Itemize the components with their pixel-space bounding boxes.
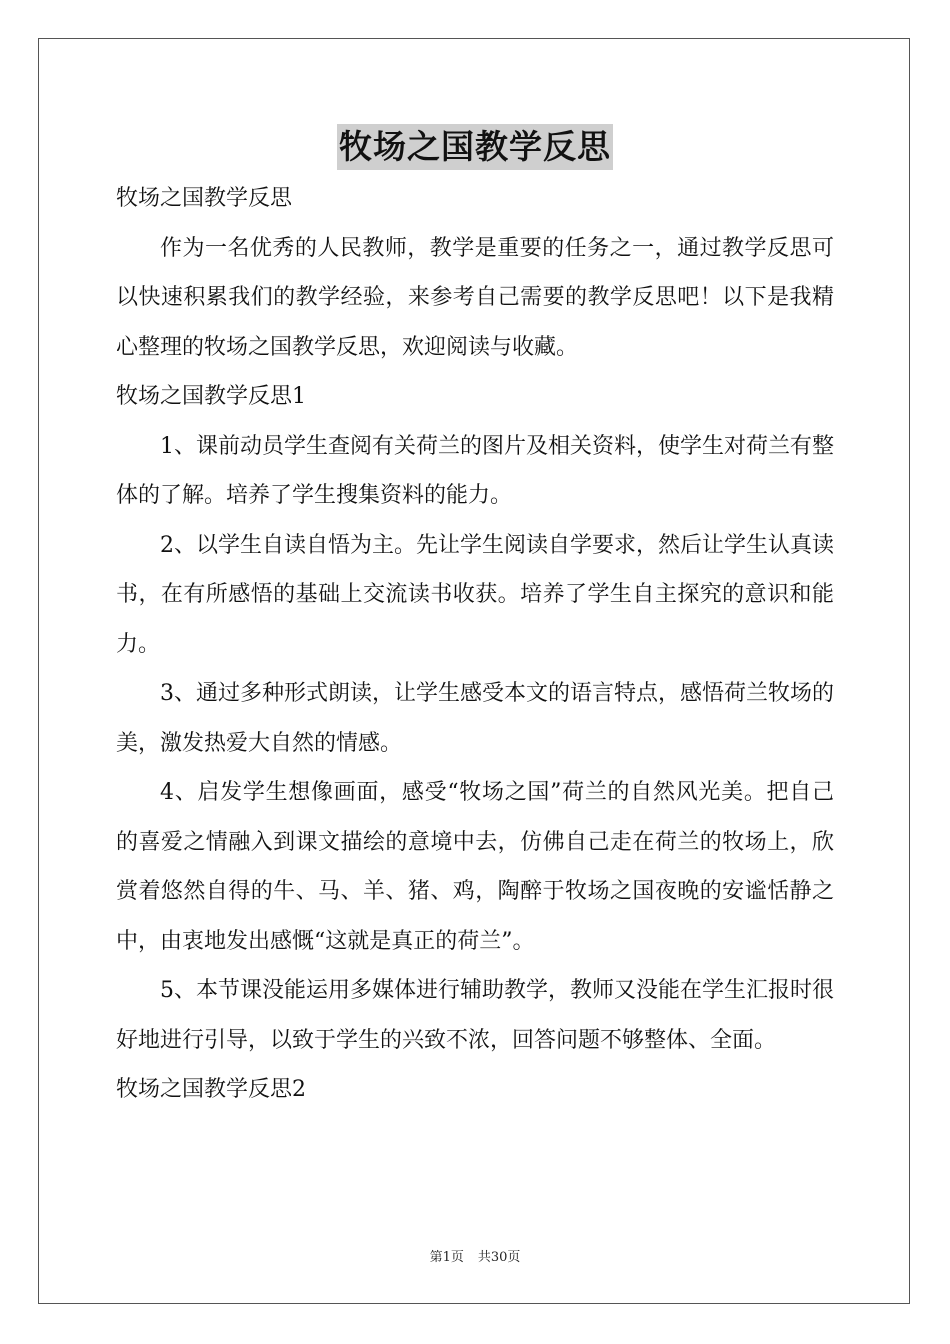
- paragraph: 1、课前动员学生查阅有关荷兰的图片及相关资料，使学生对荷兰有整体的了解。培养了学生搜集资料的能力。: [116, 433, 834, 508]
- section-heading: 牧场之国教学反思1: [116, 384, 306, 409]
- page-footer: [0, 1246, 950, 1265]
- paragraph: 4、启发学生想像画面，感受“牧场之国”荷兰的自然风光美。把自己的喜爱之情融入到课文描绘的意境中去，仿佛自己走在荷兰的牧场上，欣赏着悠然自得的牛、马、羊、猪、鸡，陶醉于牧场之国夜晚的安谧恬静之中，由衷地发出感慨“这就是真正的荷兰”。: [116, 780, 834, 954]
- page-number-current: 第1页: [429, 1250, 464, 1265]
- paragraph: 5、本节课没能运用多媒体进行辅助教学，教师又没能在学生汇报时很好地进行引导，以致于学生的兴致不浓，回答问题不够整体、全面。: [116, 978, 834, 1053]
- paragraph: 牧场之国教学反思: [116, 186, 293, 211]
- paragraph: 作为一名优秀的人民教师，教学是重要的任务之一，通过教学反思可以快速积累我们的教学经验，来参考自己需要的教学反思吧！以下是我精心整理的牧场之国教学反思，欢迎阅读与收藏。: [116, 235, 834, 360]
- page-number-total: 共30页: [477, 1250, 521, 1265]
- title-container: [0, 124, 950, 170]
- paragraph: 2、以学生自读自悟为主。先让学生阅读自学要求，然后让学生认真读书，在有所感悟的基础上交流读书收获。培养了学生自主探究的意识和能力。: [116, 532, 834, 657]
- document-body: [116, 174, 834, 1115]
- section-heading: 牧场之国教学反思2: [116, 1077, 306, 1102]
- document-title: 牧场之国教学反思: [337, 124, 613, 170]
- paragraph: 3、通过多种形式朗读，让学生感受本文的语言特点，感悟荷兰牧场的美，激发热爱大自然的情感。: [116, 681, 834, 756]
